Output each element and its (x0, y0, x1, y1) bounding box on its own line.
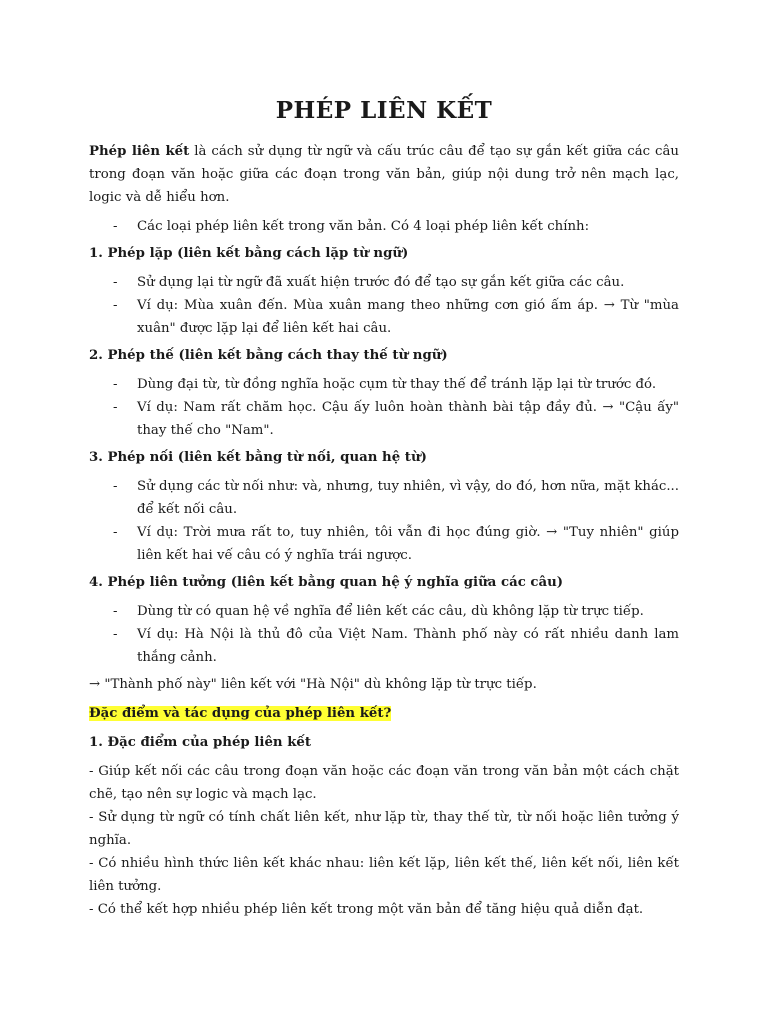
section-2-heading: 2. Phép thế (liên kết bằng cách thay thế từ ngữ) (89, 348, 448, 363)
intro-paragraph (89, 140, 679, 209)
list-item: - Ví dụ: Trời mưa rất to, tuy nhiên, tôi vẫn đi học đúng giờ. → "Tuy nhiên" giúp liên kết hai vế câu có ý nghĩa trái ngược. (89, 521, 679, 567)
features-subheading: 1. Đặc điểm của phép liên kết (89, 735, 312, 750)
list-item: - Dùng đại từ, từ đồng nghĩa hoặc cụm từ thay thế để tránh lặp lại từ trước đó. (89, 373, 679, 396)
list-item: - Ví dụ: Mùa xuân đến. Mùa xuân mang theo những cơn gió ấm áp. → Từ "mùa xuân" được lặp lại để liên kết hai câu. (89, 294, 679, 340)
feature-line: - Có thể kết hợp nhiều phép liên kết trong một văn bản để tăng hiệu quả diễn đạt. (89, 902, 644, 917)
highlighted-heading: Đặc điểm và tác dụng của phép liên kết? (89, 706, 392, 721)
types-intro-list (89, 215, 679, 238)
list-item: - Sử dụng lại từ ngữ đã xuất hiện trước đó để tạo sự gắn kết giữa các câu. (89, 271, 679, 294)
document-body (89, 96, 679, 921)
list-item: - Ví dụ: Hà Nội là thủ đô của Việt Nam. Thành phố này có rất nhiều danh lam thắng cảnh. (89, 623, 679, 669)
list-item: - Ví dụ: Nam rất chăm học. Cậu ấy luôn hoàn thành bài tập đầy đủ. → "Cậu ấy" thay thế cho "Nam". (89, 396, 679, 442)
features-heading (89, 702, 679, 725)
list-item: - Dùng từ có quan hệ về nghĩa để liên kết các câu, dù không lặp từ trực tiếp. (89, 600, 679, 623)
intro-text: là cách sử dụng từ ngữ và cấu trúc câu để tạo sự gắn kết giữa các câu trong đoạn văn hoặc giữa các đoạn trong văn bản, giúp nội dung trở nên mạch lạc, logic và dễ hiểu hơn. (89, 144, 679, 205)
section-3-heading: 3. Phép nối (liên kết bằng từ nối, quan hệ từ) (89, 450, 427, 465)
list-item: - Sử dụng các từ nối như: và, nhưng, tuy nhiên, vì vậy, do đó, hơn nữa, mặt khác... để kết nối câu. (89, 475, 679, 521)
section-3-list (89, 475, 679, 567)
feature-line: - Sử dụng từ ngữ có tính chất liên kết, như lặp từ, thay thế từ, từ nối hoặc liên tưởng ý nghĩa. (89, 810, 679, 848)
types-intro: - Các loại phép liên kết trong văn bản. Có 4 loại phép liên kết chính: (89, 215, 679, 238)
section-1-heading: 1. Phép lặp (liên kết bằng cách lặp từ ngữ) (89, 246, 409, 261)
section-4-note: → "Thành phố này" liên kết với "Hà Nội" dù không lặp từ trực tiếp. (89, 677, 537, 692)
intro-term: Phép liên kết (89, 144, 190, 159)
section-2-list (89, 373, 679, 442)
feature-line: - Có nhiều hình thức liên kết khác nhau: liên kết lặp, liên kết thế, liên kết nối, liên kết liên tưởng. (89, 856, 679, 894)
feature-line: - Giúp kết nối các câu trong đoạn văn hoặc các đoạn văn trong văn bản một cách chặt chẽ, tạo nên sự logic và mạch lạc. (89, 764, 679, 802)
page-title: PHÉP LIÊN KẾT (275, 97, 493, 124)
section-4-heading: 4. Phép liên tưởng (liên kết bằng quan hệ ý nghĩa giữa các câu) (89, 575, 564, 590)
section-4-list (89, 600, 679, 669)
section-1-list (89, 271, 679, 340)
